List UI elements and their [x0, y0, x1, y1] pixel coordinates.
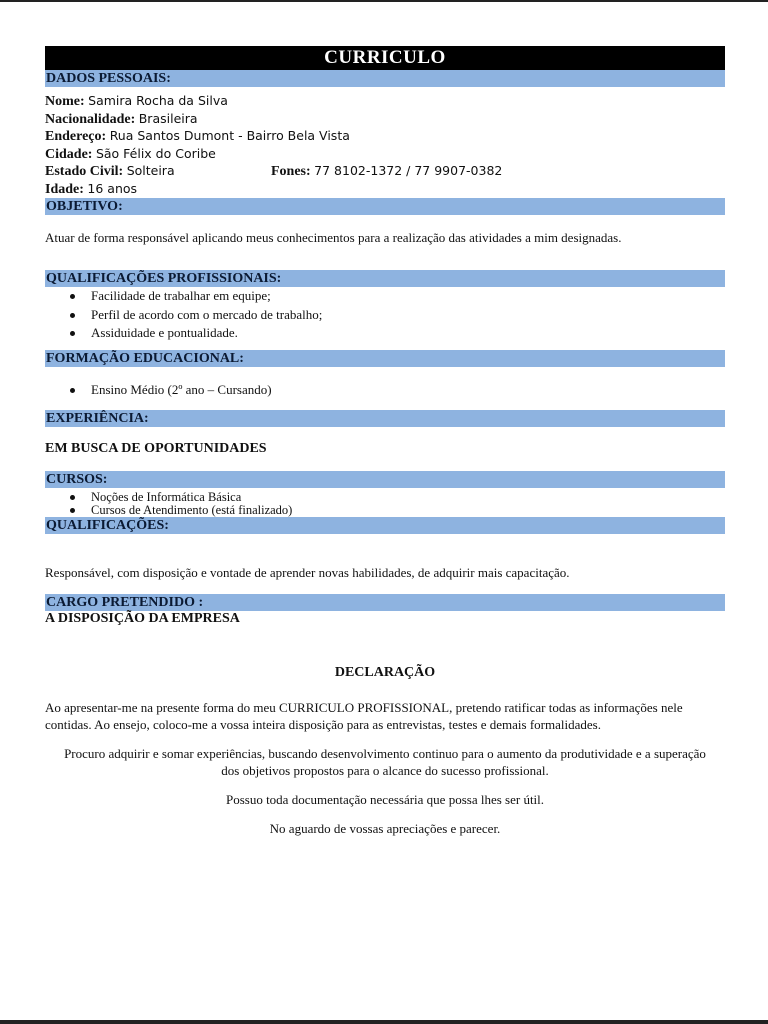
field-nacionalidade — [45, 111, 725, 129]
section-header-qualificacoes: QUALIFICAÇÕES: — [45, 517, 725, 534]
field-label: Endereço: — [45, 129, 107, 144]
bullet-icon — [70, 313, 75, 318]
list-item: Perfil de acordo com o mercado de trabalho; — [45, 306, 725, 325]
qualificacoes-profissionais-list — [45, 287, 725, 343]
declaracao-paragraph-3: Possuo toda documentação necessária que possa lhes ser útil. — [225, 792, 545, 807]
section-header-formacao: FORMAÇÃO EDUCACIONAL: — [45, 350, 725, 367]
bullet-icon — [70, 388, 75, 393]
list-item: Noções de Informática Básica — [45, 491, 725, 504]
qualificacoes-text: Responsável, com disposição e vontade de aprender novas habilidades, de adquirir mais capacitação. — [45, 564, 570, 580]
bullet-icon — [70, 294, 75, 299]
field-value: 16 anos — [87, 180, 138, 196]
field-value: Rua Santos Dumont - Bairro Bela Vista — [109, 128, 350, 143]
field-value: Brasileira — [138, 110, 198, 126]
field-estado-civil — [45, 163, 725, 181]
bullet-icon — [70, 508, 75, 513]
field-endereco — [45, 128, 725, 146]
list-item: Assiduidade e pontualidade. — [45, 324, 725, 343]
cursos-list — [45, 491, 725, 517]
field-value: Solteira — [126, 163, 175, 178]
bullet-icon — [70, 495, 75, 500]
field-nome — [45, 93, 725, 111]
field-label: Fones: — [271, 164, 311, 179]
field-label: Nacionalidade: — [45, 111, 136, 127]
cargo-text: A DISPOSIÇÃO DA EMPRESA — [45, 610, 240, 626]
section-header-experiencia: EXPERIÊNCIA: — [45, 410, 725, 427]
section-header-qualificacoes-profissionais: QUALIFICAÇÕES PROFISSIONAIS: — [45, 270, 725, 287]
list-item: Cursos de Atendimento (está finalizado) — [45, 504, 725, 517]
field-idade — [45, 181, 725, 199]
list-item: Ensino Médio (2º ano – Cursando) — [45, 381, 725, 400]
field-value: 77 8102-1372 / 77 9907-0382 — [314, 163, 503, 178]
declaracao-paragraph-2: Procuro adquirir e somar experiências, buscando desenvolvimento continuo para o aumento da produtividade e a superação dos objetivos propostos para o alcance do sucesso profissional. — [64, 746, 706, 778]
section-header-cargo: CARGO PRETENDIDO : — [45, 594, 725, 611]
resume-title: CURRICULO — [45, 46, 725, 70]
field-cidade — [45, 146, 725, 164]
section-header-cursos: CURSOS: — [45, 471, 725, 488]
bullet-icon — [70, 331, 75, 336]
resume-document — [45, 46, 725, 837]
objetivo-text: Atuar de forma responsável aplicando meus conhecimentos para a realização das atividades a mim designadas. — [45, 230, 622, 245]
experiencia-text: EM BUSCA DE OPORTUNIDADES — [45, 441, 267, 456]
declaracao-title: DECLARAÇÃO — [334, 665, 436, 680]
top-border — [0, 0, 768, 2]
list-item: Facilidade de trabalhar em equipe; — [45, 287, 725, 306]
declaracao-paragraph-4: No aguardo de vossas apreciações e parecer. — [269, 821, 501, 836]
field-fones — [271, 163, 502, 181]
field-label: Idade: — [45, 181, 84, 197]
section-header-dados-pessoais: DADOS PESSOAIS: — [45, 70, 725, 87]
declaracao-paragraph-1: Ao apresentar-me na presente forma do meu CURRICULO PROFISSIONAL, pretendo ratificar todas as informações nele contidas. Ao ensejo, coloco-me a vossa inteira disposição para as entrevistas, testes e demais formalidades. — [45, 700, 683, 732]
bottom-border — [0, 1020, 768, 1024]
field-value: Samira Rocha da Silva — [88, 93, 228, 108]
field-value: São Félix do Coribe — [95, 145, 216, 161]
field-label: Nome: — [45, 94, 85, 109]
field-label: Estado Civil: — [45, 164, 124, 179]
field-label: Cidade: — [45, 146, 93, 162]
section-header-objetivo: OBJETIVO: — [45, 198, 725, 215]
formacao-list — [45, 381, 725, 400]
